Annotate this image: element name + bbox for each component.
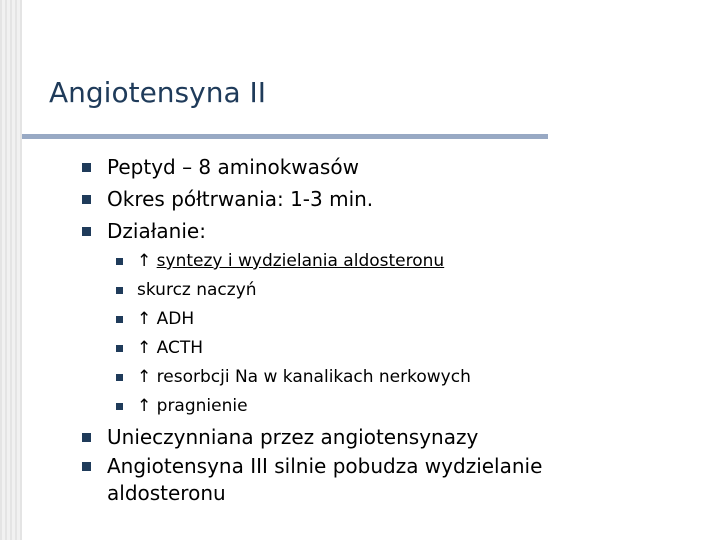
- sub-bullet-thirst: [137, 396, 248, 416]
- sub-bullet-vasoconstriction: skurcz naczyń: [137, 280, 257, 300]
- up-arrow-icon: ↑: [137, 251, 152, 271]
- sub-bullet-adh-text: ADH: [156, 309, 195, 329]
- sub-bullet-adh: [137, 309, 194, 329]
- sub-bullet-acth: [137, 338, 203, 358]
- square-bullet-icon: [82, 227, 91, 236]
- bullet-peptide: Peptyd – 8 aminokwasów: [107, 155, 359, 179]
- slide-title: Angiotensyna II: [49, 76, 267, 109]
- slide-canvas: [22, 0, 720, 540]
- sub-bullet-aldosterone-text: syntezy i wydzielania aldosteronu: [156, 251, 445, 271]
- square-bullet-icon: [116, 258, 123, 265]
- up-arrow-icon: ↑: [137, 396, 152, 416]
- up-arrow-icon: ↑: [137, 309, 152, 329]
- square-bullet-icon: [116, 374, 123, 381]
- bullet-action: Działanie:: [107, 219, 206, 243]
- bullet-angiotensin-iii: Angiotensyna III silnie pobudza wydzielanie: [107, 454, 543, 478]
- square-bullet-icon: [82, 462, 91, 471]
- sub-bullet-sodium-resorption: [137, 367, 471, 387]
- square-bullet-icon: [82, 195, 91, 204]
- bullet-inactivation: Unieczynniana przez angiotensynazy: [107, 425, 479, 449]
- square-bullet-icon: [116, 345, 123, 352]
- square-bullet-icon: [116, 287, 123, 294]
- up-arrow-icon: ↑: [137, 367, 152, 387]
- square-bullet-icon: [82, 163, 91, 172]
- bullet-angiotensin-iii-continuation: aldosteronu: [107, 481, 226, 505]
- title-underline: [22, 134, 548, 139]
- up-arrow-icon: ↑: [137, 338, 152, 358]
- bullet-half-life: Okres półtrwania: 1-3 min.: [107, 187, 374, 211]
- square-bullet-icon: [116, 403, 123, 410]
- square-bullet-icon: [82, 433, 91, 442]
- sub-bullet-aldosterone: [137, 251, 444, 271]
- square-bullet-icon: [116, 316, 123, 323]
- sub-bullet-acth-text: ACTH: [156, 338, 204, 358]
- sub-bullet-thirst-text: pragnienie: [156, 396, 248, 416]
- sub-bullet-sodium-resorption-text: resorbcji Na w kanalikach nerkowych: [156, 367, 471, 387]
